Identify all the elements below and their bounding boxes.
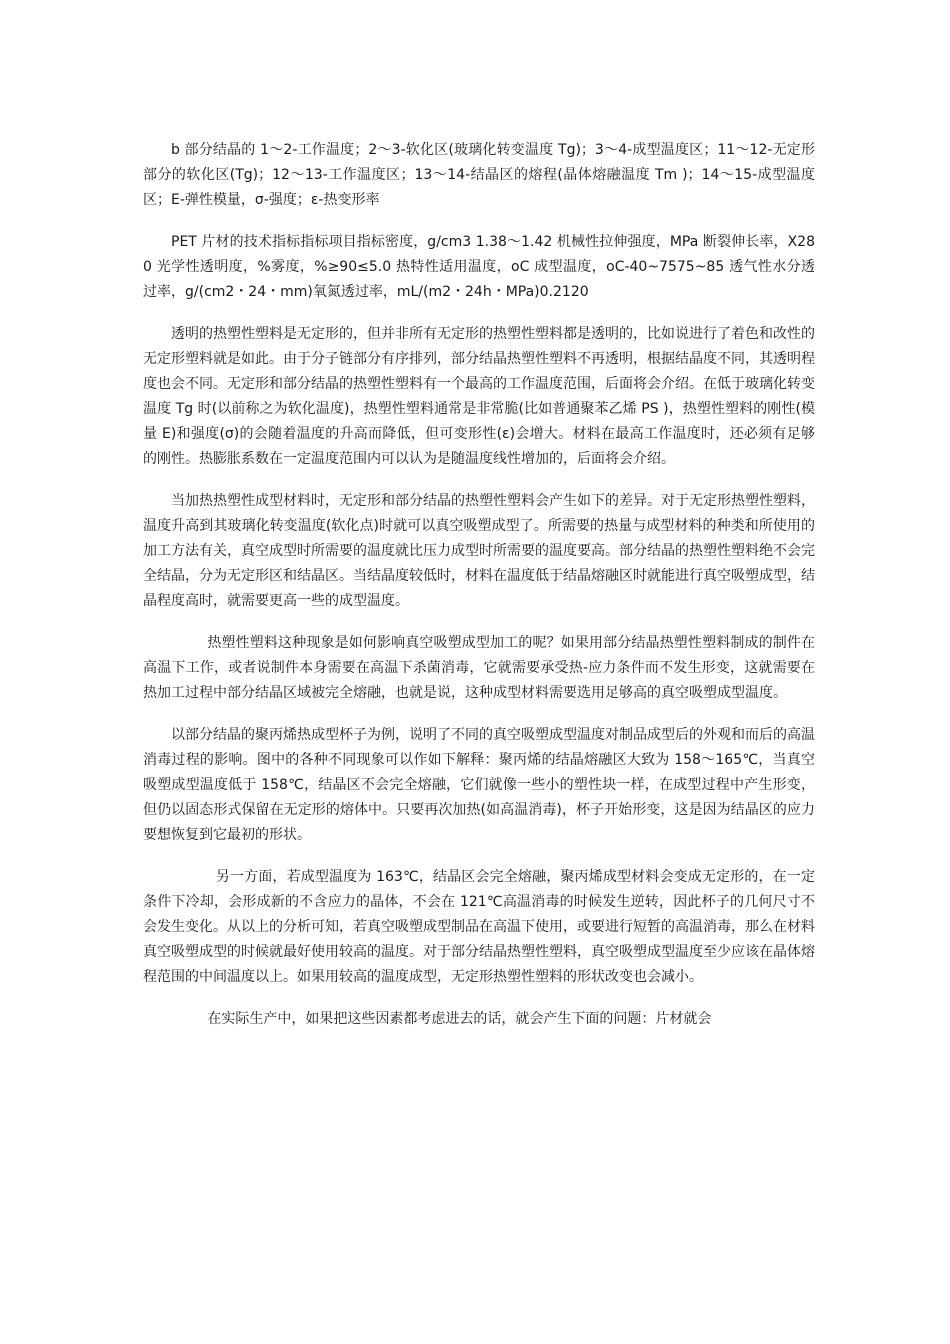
document-body xyxy=(143,138,815,1049)
paragraph-heating-difference: 当加热热塑性成型材料时，无定形和部分结晶的热塑性塑料会产生如下的差异。对于无定形热塑性塑料，温度升高到其玻璃化转变温度(软化点)时就可以真空吸塑成型了。所需要的热量与成型材料的种类和所使用的加工方法有关，真空成型时所需要的温度就比压力成型时所需要的温度要高。部分结晶的热塑性塑料绝不会完全结晶，分为无定形区和结晶区。当结晶度较低时，材料在温度低于结晶熔融区时就能进行真空吸塑成型，结晶程度高时，就需要更高一些的成型温度。 xyxy=(143,493,815,609)
paragraph-pet-specs: PET 片材的技术指标指标项目指标密度，g/cm3 1.38～1.42 机械性拉伸强度，MPa 断裂伸长率，X280 光学性透明度，%雾度，%≥90≤5.0 热特性适用温度，oC 成型温度，oC-40~7575~85 透气性水分透过率，g/(cm2・24・mm)氧氮透过率，mL/(m2・24h・MPa)0.2120 xyxy=(143,234,815,300)
paragraph-figure-caption: b 部分结晶的 1～2-工作温度；2～3-软化区(玻璃化转变温度 Tg)；3～4-成型温度区；11～12-无定形部分的软化区(Tg)；12～13-工作温度区；13～14-结晶区的熔程(晶体熔融温度 Tm )；14～15-成型温度区；E-弹性模量，σ-强度；ε-热变形率 xyxy=(143,142,815,208)
paragraph-vacuum-forming-effect: 热塑性塑料这种现象是如何影响真空吸塑成型加工的呢？如果用部分结晶热塑性塑料制成的制件在高温下工作，或者说制件本身需要在高温下杀菌消毒，它就需要承受热-应力条件而不发生形变，这就需要在热加工过程中部分结晶区域被完全熔融，也就是说，这种成型材料需要选用足够高的真空吸塑成型温度。 xyxy=(143,635,815,701)
paragraph-transparency: 透明的热塑性塑料是无定形的，但并非所有无定形的热塑性塑料都是透明的，比如说进行了着色和改性的无定形塑料就是如此。由于分子链部分有序排列，部分结晶热塑性塑料不再透明，根据结晶度不同，其透明程度也会不同。无定形和部分结晶的热塑性塑料有一个最高的工作温度范围，后面将会介绍。在低于玻璃化转变温度 Tg 时(以前称之为软化温度)，热塑性塑料通常是非常脆(比如普通聚苯乙烯 PS )，热塑性塑料的刚性(模量 E)和强度(σ)的会随着温度的升高而降低，但可变形性(ε)会增大。材料在最高工作温度时，还必须有足够的刚性。热膨胀系数在一定温度范围内可以认为是随温度线性增加的，后面将会介绍。 xyxy=(143,326,815,467)
paragraph-production-issue: 在实际生产中，如果把这些因素都考虑进去的话，就会产生下面的问题：片材就会 xyxy=(207,1011,712,1027)
paragraph-high-temperature: 另一方面，若成型温度为 163℃，结晶区会完全熔融，聚丙烯成型材料会变成无定形的，在一定条件下冷却，会形成新的不含应力的晶体，不会在 121℃高温消毒的时候发生逆转，因此杯子的几何尺寸不会发生变化。从以上的分析可知，若真空吸塑成型制品在高温下使用，或要进行短暂的高温消毒，那么在材料真空吸塑成型的时候就最好使用较高的温度。对于部分结晶热塑性塑料，真空吸塑成型温度至少应该在晶体熔程范围的中间温度以上。如果用较高的温度成型，无定形热塑性塑料的形状改变也会减小。 xyxy=(143,869,815,985)
paragraph-polypropylene-cup: 以部分结晶的聚丙烯热成型杯子为例，说明了不同的真空吸塑成型温度对制品成型后的外观和而后的高温消毒过程的影响。图中的各种不同现象可以作如下解释：聚丙烯的结晶熔融区大致为 158～165℃，当真空吸塑成型温度低于 158℃，结晶区不会完全熔融，它们就像一些小的塑性块一样，在成型过程中产生形变，但仍以固态形式保留在无定形的熔体中。只要再次加热(如高温消毒)，杯子开始形变，这是因为结晶区的应力要想恢复到它最初的形状。 xyxy=(143,727,815,843)
